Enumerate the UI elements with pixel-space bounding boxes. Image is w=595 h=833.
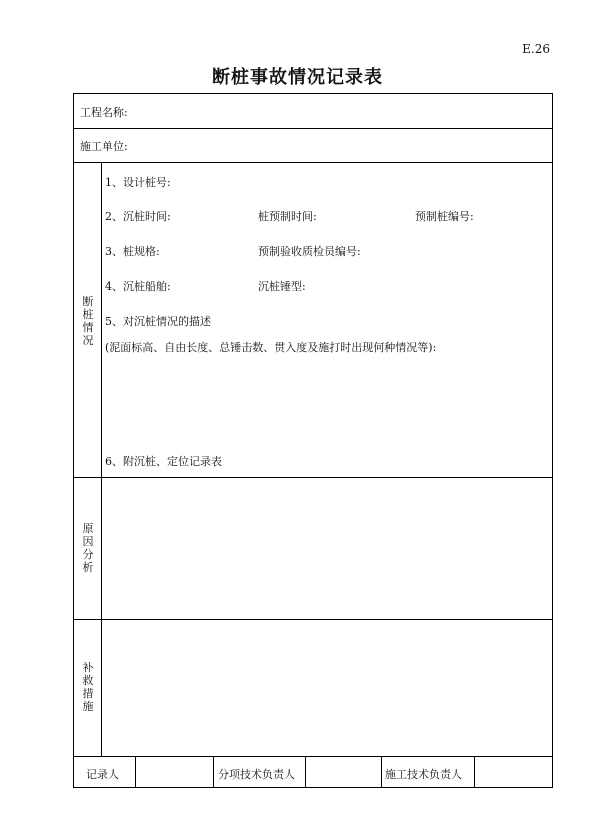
divider xyxy=(73,162,553,163)
prefab-pile-no-field[interactable]: 预制桩编号: xyxy=(415,210,474,223)
recorder-label: 记录人 xyxy=(86,768,119,781)
project-name-field[interactable]: 工程名称: xyxy=(80,106,128,119)
pile-vessel-field[interactable]: 4、沉桩船舶: xyxy=(105,280,171,293)
remedial-measures-area[interactable] xyxy=(102,620,552,755)
divider xyxy=(381,756,382,788)
attachment-note: 6、附沉桩、定位记录表 xyxy=(105,455,222,468)
cause-analysis-area[interactable] xyxy=(102,478,552,618)
form-code: E.26 xyxy=(522,42,550,56)
pile-prefab-time-field[interactable]: 桩预制时间: xyxy=(258,210,317,223)
page-title: 断桩事故情况记录表 xyxy=(212,67,383,88)
pile-spec-field[interactable]: 3、桩规格: xyxy=(105,245,160,258)
inspector-no-field[interactable]: 预制验收质检员编号: xyxy=(258,245,361,258)
sub-tech-lead-label: 分项技术负责人 xyxy=(218,768,295,781)
driving-description-note: (泥面标高、自由长度、总锤击数、贯入度及施打时出现何种情况等): xyxy=(105,341,437,354)
section-label-remedy: 补救措施 xyxy=(82,661,94,713)
driving-description-label: 5、对沉桩情况的描述 xyxy=(105,315,211,328)
section-label-fracture: 断桩情况 xyxy=(82,295,94,347)
construction-tech-lead-label: 施工技术负责人 xyxy=(385,768,462,781)
divider xyxy=(73,128,553,129)
sub-tech-lead-signature[interactable] xyxy=(306,757,380,787)
hammer-type-field[interactable]: 沉桩锤型: xyxy=(258,280,306,293)
section-label-cause: 原因分析 xyxy=(82,522,94,574)
construction-unit-field[interactable]: 施工单位: xyxy=(80,140,128,153)
construction-tech-lead-signature[interactable] xyxy=(475,757,552,787)
pile-driving-time-field[interactable]: 2、沉桩时间: xyxy=(105,210,171,223)
divider xyxy=(213,756,214,788)
design-pile-no-field[interactable]: 1、设计桩号: xyxy=(105,176,171,189)
recorder-signature[interactable] xyxy=(136,757,212,787)
